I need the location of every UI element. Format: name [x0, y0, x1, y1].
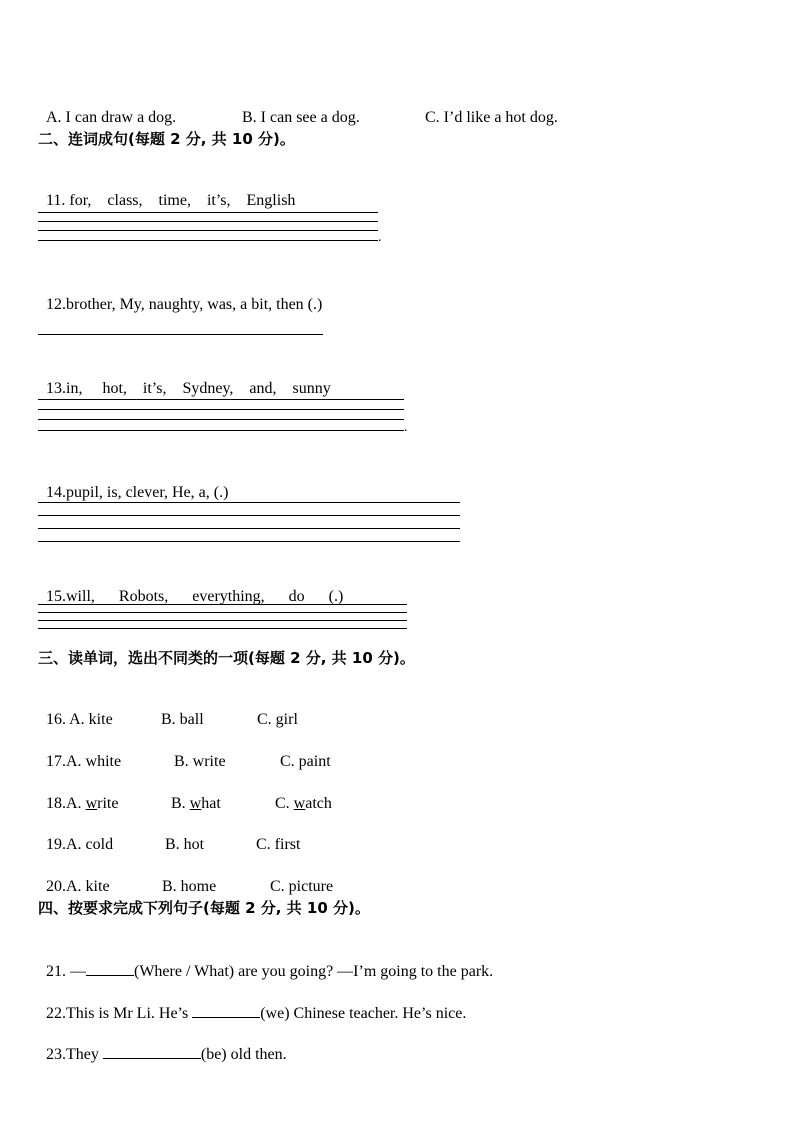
- q20-number: 20.: [46, 878, 66, 895]
- q14-number: 14.: [46, 484, 66, 501]
- section4-heading: 四、按要求完成下列句子(每题 2 分, 共 10 分)。: [38, 899, 370, 917]
- q19-option-b: B. hot: [165, 836, 205, 853]
- answer-line: [38, 528, 460, 529]
- q21-number: 21.: [46, 963, 66, 980]
- answer-line: [38, 212, 378, 213]
- q11-prompt: [38, 171, 295, 211]
- q12-words: brother, My, naughty, was, a bit, then (.): [66, 296, 323, 313]
- q18-number: 18.: [46, 795, 66, 812]
- answer-line: [38, 541, 460, 542]
- answer-line: [38, 419, 404, 420]
- q15-words: will, Robots, everything, do (.): [66, 588, 344, 605]
- q17-option-a: A. white: [66, 753, 122, 770]
- q10-option-a: A. I can draw a dog.: [46, 109, 177, 126]
- underlined-letter: w: [293, 795, 306, 812]
- period-mark: .: [404, 420, 408, 435]
- q16-option-b: B. ball: [161, 711, 204, 728]
- answer-line: [38, 604, 407, 605]
- answer-line: [38, 334, 323, 335]
- q14-answer-lines[interactable]: [38, 502, 468, 544]
- q17-row: [38, 732, 331, 772]
- answer-line: [38, 399, 404, 400]
- q19-row: [38, 815, 300, 855]
- answer-line: [38, 612, 407, 613]
- q13-words: in, hot, it’s, Sydney, and, sunny: [66, 380, 331, 397]
- q20-option-b: B. home: [162, 878, 217, 895]
- q17-option-c: C. paint: [280, 753, 331, 770]
- q16-row: [38, 690, 298, 730]
- q22-row: 22.This is Mr Li. He’s (we) Chinese teacher. He’s nice.: [38, 982, 466, 1024]
- q10-option-c: C. I’d like a hot dog.: [425, 109, 558, 126]
- q11-answer-lines[interactable]: [38, 212, 398, 248]
- q19-number: 19.: [46, 836, 66, 853]
- q11-number: 11.: [46, 192, 66, 209]
- answer-line: [38, 620, 407, 621]
- q22-number: 22.: [46, 1005, 66, 1022]
- q11-words: for, class, time, it’s, English: [65, 192, 296, 209]
- q23-row: 23.They (be) old then.: [38, 1023, 287, 1065]
- q22-blank[interactable]: [192, 1002, 260, 1018]
- q14-words: pupil, is, clever, He, a, (.): [66, 484, 229, 501]
- underlined-letter: w: [85, 795, 98, 812]
- q20-option-a: A. kite: [66, 878, 110, 895]
- section3-heading: 三、读单词，选出不同类的一项(每题 2 分, 共 10 分)。: [38, 649, 415, 667]
- section2-heading: 二、连词成句(每题 2 分, 共 10 分)。: [38, 130, 295, 148]
- q18-row: [38, 774, 332, 814]
- answer-line: [38, 230, 378, 231]
- q16-option-c: C. girl: [257, 711, 298, 728]
- q15-number: 15.: [46, 588, 66, 605]
- q23-number: 23.: [46, 1046, 66, 1063]
- q14-prompt: [38, 463, 228, 503]
- q18-option-c: C. watch: [275, 795, 332, 812]
- q12-number: 12.: [46, 296, 66, 313]
- q17-number: 17.: [46, 753, 66, 770]
- q20-option-c: C. picture: [270, 878, 334, 895]
- answer-line: [38, 221, 378, 222]
- q21-blank[interactable]: [86, 960, 134, 976]
- answer-line: [38, 502, 460, 503]
- q19-option-a: A. cold: [66, 836, 114, 853]
- q17-option-b: B. write: [174, 753, 226, 770]
- q16-number: 16.: [46, 711, 66, 728]
- period-mark: .: [378, 230, 382, 245]
- q18-option-b: B. what: [171, 795, 221, 812]
- q10-options: [38, 88, 558, 128]
- q13-prompt: [38, 359, 331, 399]
- q13-answer-lines[interactable]: [38, 399, 418, 439]
- q13-number: 13.: [46, 380, 66, 397]
- answer-line: [38, 409, 404, 410]
- q15-answer-lines[interactable]: [38, 604, 413, 630]
- q21-row: 21. — (Where / What) are you going? —I’m going to the park.: [38, 940, 493, 982]
- q23-blank[interactable]: [103, 1043, 201, 1059]
- q16-option-a: A. kite: [66, 711, 113, 728]
- underlined-letter: w: [189, 795, 202, 812]
- q12-answer-lines[interactable]: [38, 334, 328, 338]
- answer-line: [38, 628, 407, 629]
- q20-row: [38, 857, 333, 897]
- q15-prompt: [38, 567, 343, 607]
- q10-option-b: B. I can see a dog.: [242, 109, 360, 126]
- q18-option-a: A. write: [66, 795, 119, 812]
- q12-prompt: [38, 275, 322, 315]
- answer-line: [38, 430, 404, 431]
- q19-option-c: C. first: [256, 836, 301, 853]
- answer-line: [38, 515, 460, 516]
- answer-line: [38, 240, 378, 241]
